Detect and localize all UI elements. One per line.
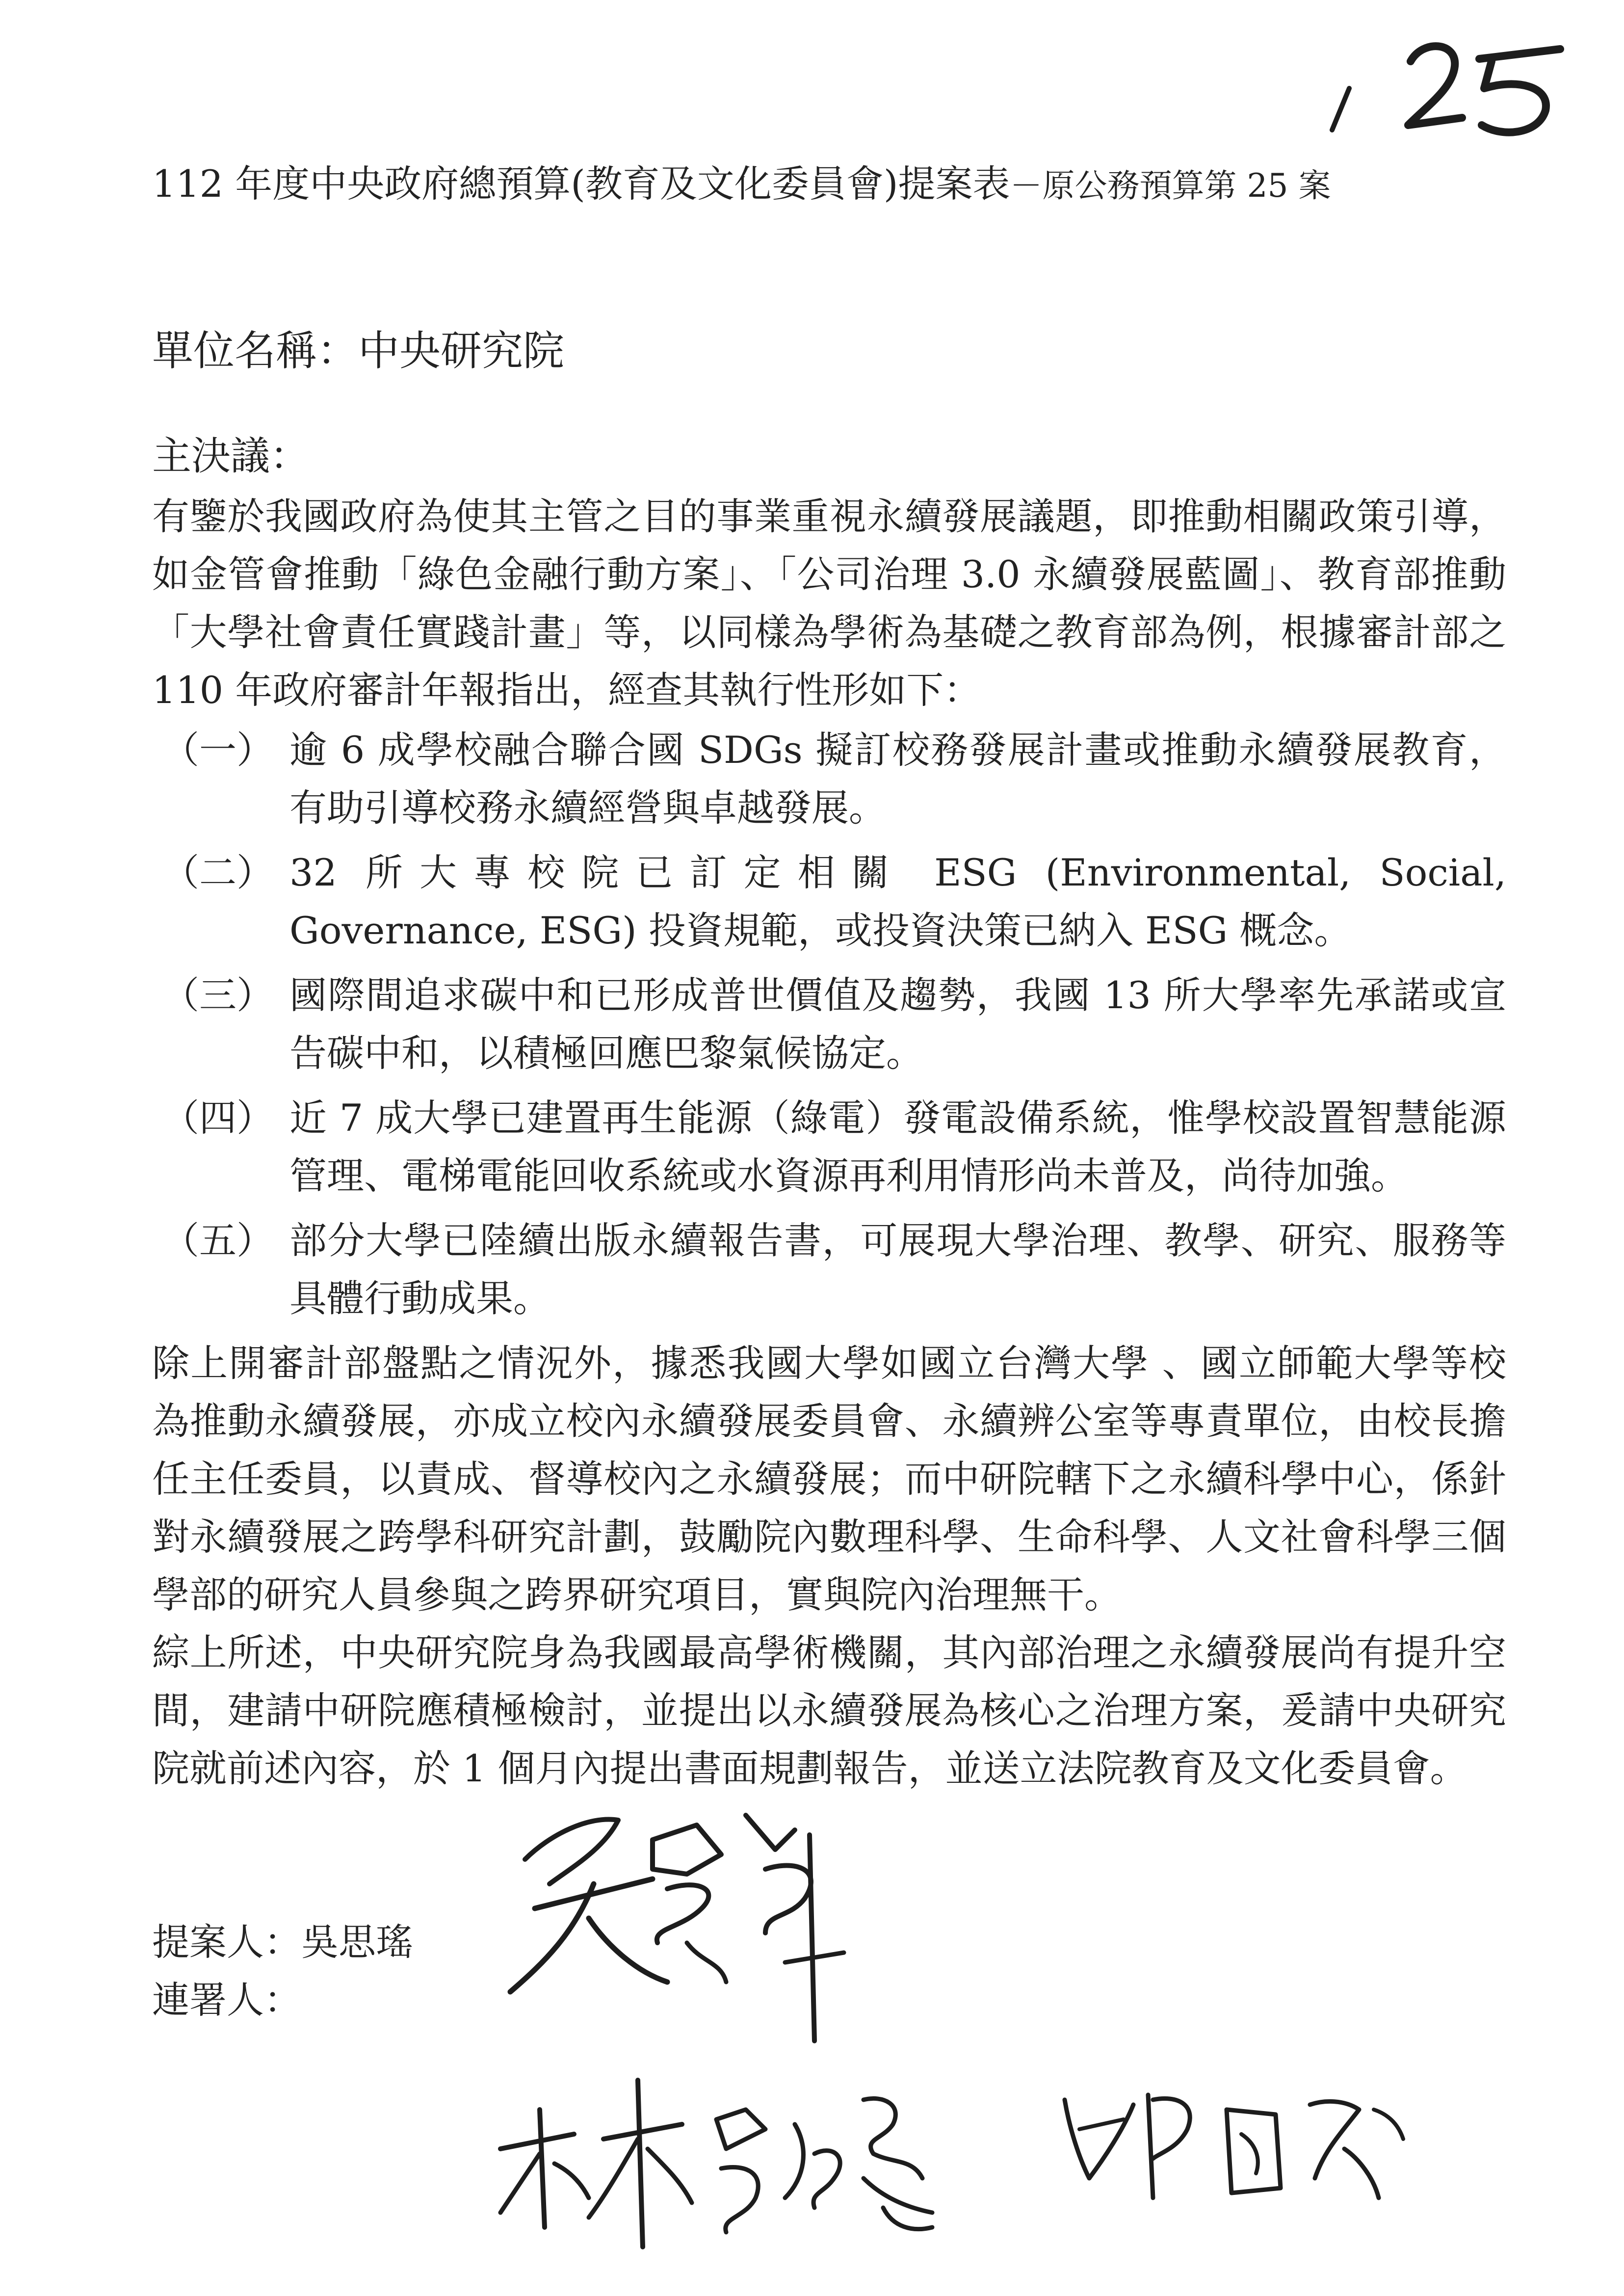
list-item xyxy=(152,966,1506,1082)
findings-list xyxy=(152,721,1506,1328)
list-item-text: 部分大學已陸續出版永續報告書，可展現大學治理、教學、研究、服務等具體行動成果。 xyxy=(289,1219,1506,1320)
list-item-number: （一） xyxy=(162,728,274,772)
unit-name-line xyxy=(152,319,1506,383)
resolution-heading: 主決議： xyxy=(152,433,309,479)
list-item-text: 逾 6 成學校融合聯合國 SDGs 擬訂校務發展計畫或推動永續發展教育，有助引導校務永續經營與卓越發展。 xyxy=(289,728,1506,830)
list-item xyxy=(152,721,1506,837)
list-item-number: （四） xyxy=(162,1096,274,1140)
cosigner-label: 連署人： xyxy=(152,1978,301,2022)
title-suffix: －原公務預算第 25 案 xyxy=(1010,167,1331,205)
document-body xyxy=(152,319,1506,1798)
page-number xyxy=(1285,15,1580,142)
signature-scribble xyxy=(491,2051,1006,2257)
cosigner-signature-2 xyxy=(1050,2051,1423,2227)
resolution-paragraph-2: 除上開審計部盤點之情況外，據悉我國大學如國立台灣大學 、國立師範大學等校為推動永續發展，亦成立校內永續發展委員會、永續辨公室等專責單位，由校長擔任主任委員，以責成、督導校內之永續發展；而中研院轄下之永續科學中心，係針對永續發展之跨學科研究計劃，鼓勵院內數理科學、生命科學、人文社會科學三個學部的研究人員參與之跨界研究項目，實與院內治理無干。 xyxy=(152,1341,1506,1617)
list-item-number: （三） xyxy=(162,973,274,1017)
list-item xyxy=(152,1212,1506,1328)
unit-value: 中央研究院 xyxy=(358,327,565,375)
proposer-block xyxy=(152,1913,413,2029)
proposer-line xyxy=(152,1913,413,1971)
resolution-intro: 有鑒於我國政府為使其主管之目的事業重視永續發展議題，即推動相關政策引導，如金管會推動「綠色金融行動方案」、「公司治理 3.0 永續發展藍圖」、教育部推動「大學社會責任實踐計畫」等，以同樣為學術為基礎之教育部為例，根據審計部之 110 年政府審計年報指出，經查其執行性形如下： xyxy=(152,495,1506,712)
signature-scribble xyxy=(491,1786,883,2080)
document-title xyxy=(152,157,1575,213)
proposer-name: 吳思瑤 xyxy=(301,1920,413,1964)
list-item-number: （五） xyxy=(162,1219,274,1262)
resolution-paragraph-3: 綜上所述，中央研究院身為我國最高學術機關，其內部治理之永續發展尚有提升空間，建請中研院應積極檢討，並提出以永續發展為核心之治理方案，爰請中央研究院就前述內容，於 1 個月內提出書面規劃報告，並送立法院教育及文化委員會。 xyxy=(152,1631,1506,1790)
list-item xyxy=(152,1089,1506,1205)
proposer-label: 提案人： xyxy=(152,1920,301,1964)
proposer-signature xyxy=(491,1786,883,2080)
list-item xyxy=(152,844,1506,960)
handwritten-page-number xyxy=(1285,15,1580,142)
title-main: 112 年度中央政府總預算(教育及文化委員會)提案表 xyxy=(152,162,1010,206)
unit-label: 單位名稱： xyxy=(152,327,359,375)
signature-scribble xyxy=(1050,2051,1423,2227)
cosigner-signature-1 xyxy=(491,2051,1006,2257)
list-item-text: 32 所大專校院已訂定相關 ESG (Environmental, Social, Governance, ESG) 投資規範，或投資決策已納入 ESG 概念。 xyxy=(289,851,1506,952)
list-item-text: 近 7 成大學已建置再生能源（綠電）發電設備系統，惟學校設置智慧能源管理、電梯電能回收系統或水資源再利用情形尚未普及，尚待加強。 xyxy=(289,1096,1506,1198)
list-item-number: （二） xyxy=(162,851,274,894)
list-item-text: 國際間追求碳中和已形成普世價值及趨勢，我國 13 所大學率先承諾或宣告碳中和，以積極回應巴黎氣候協定。 xyxy=(289,973,1506,1075)
